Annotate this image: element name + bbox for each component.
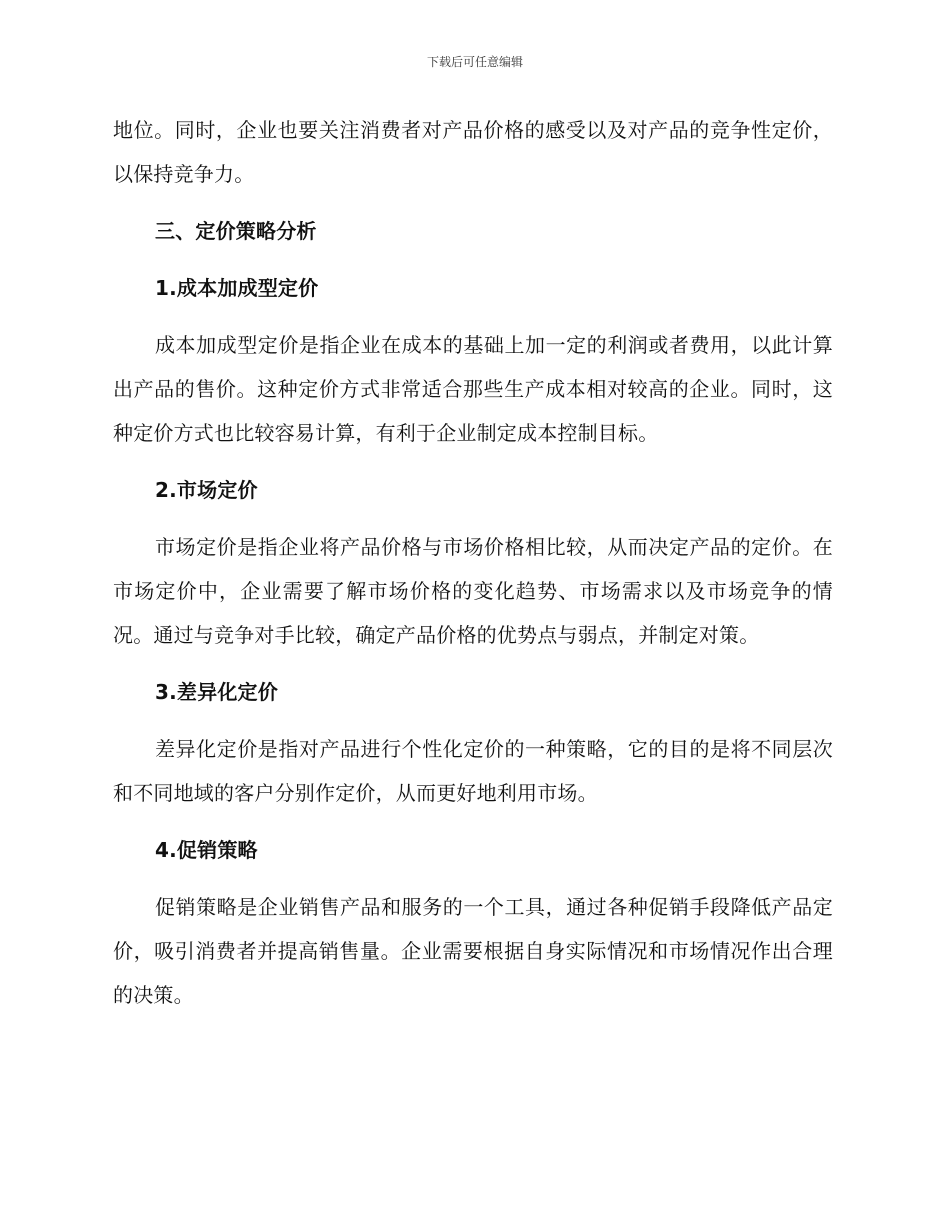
- paragraph-differentiated: 差异化定价是指对产品进行个性化定价的一种策略，它的目的是将不同层次和不同地域的客户分别作定价，从而更好地利用市场。: [113, 737, 833, 805]
- paragraph-cost-plus: 成本加成型定价是指企业在成本的基础上加一定的利润或者费用，以此计算出产品的售价。这种定价方式非常适合那些生产成本相对较高的企业。同时，这种定价方式也比较容易计算，有利于企业制定成本控制目标。: [113, 333, 833, 445]
- section-title: 三、定价策略分析: [155, 219, 317, 243]
- paragraph-market: 市场定价是指企业将产品价格与市场价格相比较，从而决定产品的定价。在市场定价中，企业需要了解市场价格的变化趋势、市场需求以及市场竞争的情况。通过与竞争对手比较，确定产品价格的优势点与弱点，并制定对策。: [113, 535, 833, 647]
- subheading-differentiated: 3.差异化定价: [155, 680, 278, 704]
- subheading-cost-plus: 1.成本加成型定价: [155, 276, 319, 300]
- subheading-promotion: 4.促销策略: [155, 838, 258, 862]
- document-body: [113, 108, 833, 1030]
- paragraph-promotion: 促销策略是企业销售产品和服务的一个工具，通过各种促销手段降低产品定价，吸引消费者并提高销售量。企业需要根据自身实际情况和市场情况作出合理的决策。: [113, 895, 833, 1007]
- subheading-market: 2.市场定价: [155, 478, 258, 502]
- intro-tail-paragraph: 地位。同时，企业也要关注消费者对产品价格的感受以及对产品的竞争性定价，以保持竞争力。: [113, 118, 833, 186]
- page-header: 下载后可任意编辑: [426, 55, 523, 69]
